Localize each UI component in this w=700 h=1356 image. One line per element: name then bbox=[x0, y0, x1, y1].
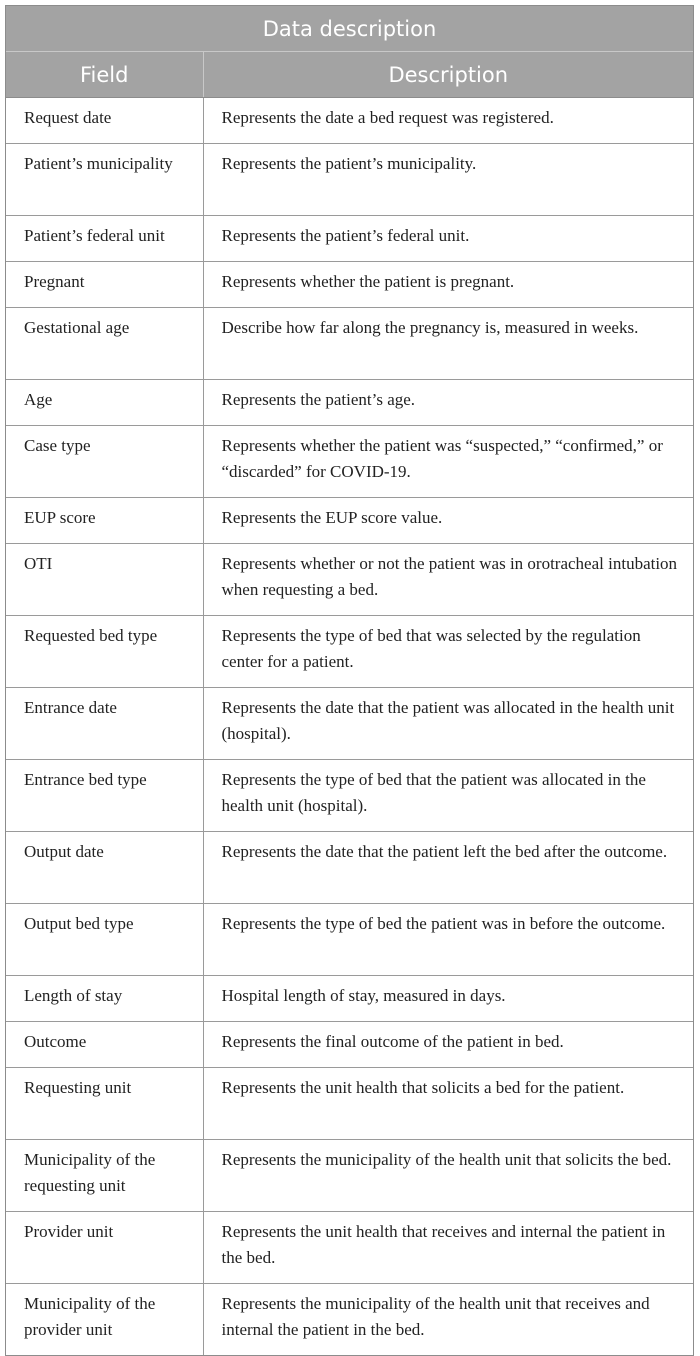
description-cell: Represents the EUP score value. bbox=[203, 498, 693, 544]
field-cell: OTI bbox=[6, 544, 203, 616]
table-row bbox=[6, 976, 693, 1022]
column-header-description: Description bbox=[203, 52, 693, 98]
field-cell: Requesting unit bbox=[6, 1068, 203, 1140]
field-cell: Length of stay bbox=[6, 976, 203, 1022]
table-row bbox=[6, 1022, 693, 1068]
table-row bbox=[6, 498, 693, 544]
table-row bbox=[6, 426, 693, 498]
description-cell: Represents the date that the patient was allocated in the health unit (hospital). bbox=[203, 688, 693, 760]
table-row bbox=[6, 144, 693, 216]
field-cell: Entrance date bbox=[6, 688, 203, 760]
data-description-table bbox=[6, 6, 693, 1355]
table-row bbox=[6, 1140, 693, 1212]
field-cell: Patient’s federal unit bbox=[6, 216, 203, 262]
table-row bbox=[6, 616, 693, 688]
description-cell: Represents the unit health that receives and internal the patient in the bed. bbox=[203, 1212, 693, 1284]
field-cell: Patient’s municipality bbox=[6, 144, 203, 216]
table-row bbox=[6, 216, 693, 262]
description-cell: Represents the unit health that solicits a bed for the patient. bbox=[203, 1068, 693, 1140]
description-cell: Represents the type of bed that the patient was allocated in the health unit (hospital). bbox=[203, 760, 693, 832]
description-cell: Represents whether or not the patient was in orotracheal intubation when requesting a bed. bbox=[203, 544, 693, 616]
field-cell: Pregnant bbox=[6, 262, 203, 308]
field-cell: Age bbox=[6, 380, 203, 426]
field-cell: Output bed type bbox=[6, 904, 203, 976]
description-cell: Represents the date that the patient left the bed after the outcome. bbox=[203, 832, 693, 904]
table-row bbox=[6, 98, 693, 144]
table-row bbox=[6, 1068, 693, 1140]
description-cell: Represents the date a bed request was registered. bbox=[221, 108, 554, 127]
field-cell: Output date bbox=[6, 832, 203, 904]
field-cell: Case type bbox=[6, 426, 203, 498]
field-cell: Gestational age bbox=[6, 308, 203, 380]
description-cell: Hospital length of stay, measured in days. bbox=[203, 976, 693, 1022]
field-cell: Provider unit bbox=[6, 1212, 203, 1284]
field-cell: Outcome bbox=[6, 1022, 203, 1068]
column-header-field: Field bbox=[6, 52, 203, 98]
field-cell: Requested bed type bbox=[6, 616, 203, 688]
table-row bbox=[6, 308, 693, 380]
description-cell: Represents the final outcome of the patient in bed. bbox=[203, 1022, 693, 1068]
table-row bbox=[6, 380, 693, 426]
table-row bbox=[6, 688, 693, 760]
table-row bbox=[6, 544, 693, 616]
field-cell: EUP score bbox=[6, 498, 203, 544]
table-row bbox=[6, 262, 693, 308]
field-cell: Municipality of the provider unit bbox=[6, 1284, 203, 1356]
description-cell: Represents the patient’s age. bbox=[203, 380, 693, 426]
description-cell: Represents the municipality of the health unit that receives and internal the patient in the bed. bbox=[203, 1284, 693, 1356]
field-cell: Municipality of the requesting unit bbox=[6, 1140, 203, 1212]
table-row bbox=[6, 1284, 693, 1356]
table-row bbox=[6, 1212, 693, 1284]
description-cell: Represents whether the patient was “suspected,” “confirmed,” or “discarded” for COVID-19. bbox=[203, 426, 693, 498]
description-cell: Represents the patient’s municipality. bbox=[203, 144, 693, 216]
description-cell: Represents the municipality of the health unit that solicits the bed. bbox=[203, 1140, 693, 1212]
table-row bbox=[6, 904, 693, 976]
table-row bbox=[6, 832, 693, 904]
field-cell: Entrance bed type bbox=[6, 760, 203, 832]
data-description-table-container bbox=[5, 5, 694, 1356]
description-cell: Represents the patient’s federal unit. bbox=[203, 216, 693, 262]
field-cell: Request date bbox=[6, 98, 203, 144]
description-cell: Represents the type of bed the patient was in before the outcome. bbox=[203, 904, 693, 976]
description-cell: Represents whether the patient is pregnant. bbox=[203, 262, 693, 308]
table-caption: Data description bbox=[6, 6, 693, 52]
table-row bbox=[6, 760, 693, 832]
description-cell: Describe how far along the pregnancy is, measured in weeks. bbox=[203, 308, 693, 380]
description-cell: Represents the type of bed that was selected by the regulation center for a patient. bbox=[203, 616, 693, 688]
